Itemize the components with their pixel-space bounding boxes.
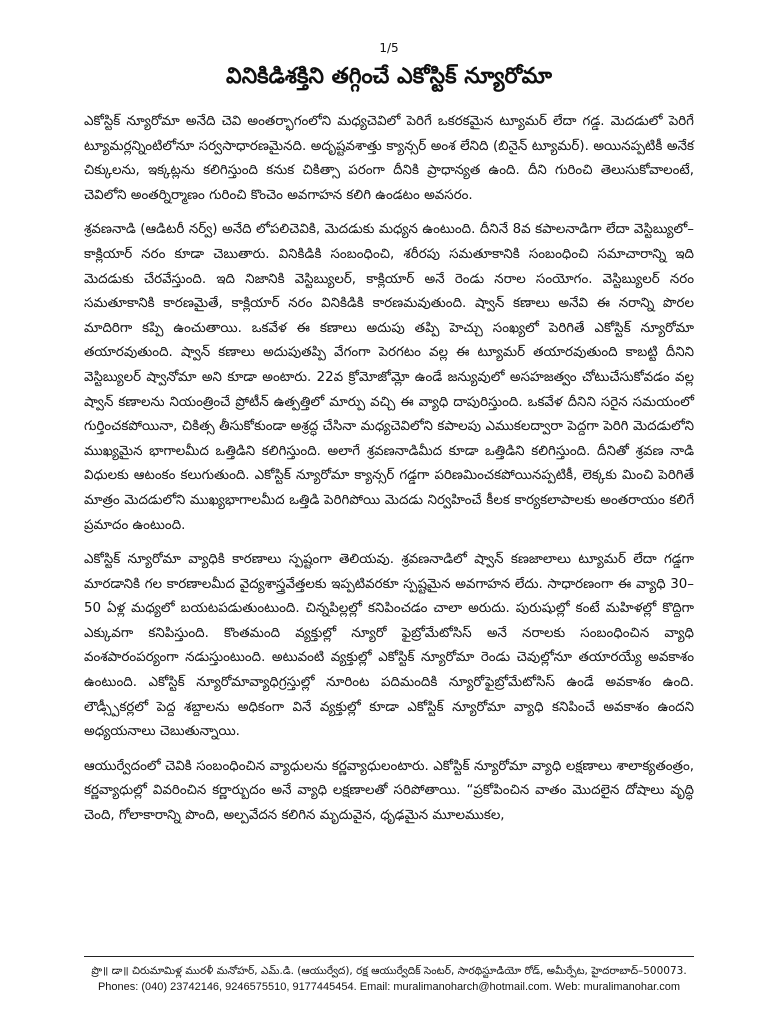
article-title: వినికిడిశక్తిని తగ్గించే ఎకోస్టిక్ న్యూరోమా	[226, 64, 552, 89]
paragraph-anatomy: శ్రవణనాడి (ఆడిటరీ నర్వ్) అనేది లోపలిచెవికి, మెదడుకు మధ్యన ఉంటుంది. దీనినే 8వ కపాలనాడిగా లేదా వెస్టిబ్యులో–కాక్లియార్ నరం కూడా చెబుతారు. వినికిడికి సంబంధించి, శరీరపు సమతూకానికి సంబంధించి సమాచారాన్ని ఇది మెదడుకు చేరవేస్తుంది. ఇది నిజానికి వెస్టిబ్యులర్, కాక్లియార్ అనే రెండు నరాల సంయోగం. వెస్టిబ్యులర్ నరం సమతూకానికి కారణమైతే, కాక్లియార్ నరం వినికిడికి కారణమవుతుంది. ష్వాన్ కణాలు అనేవి ఈ నరాన్ని పొరల మాదిరిగా కప్పి ఉంచుతాయి. ఒకవేళ ఈ కణాలు అదుపు తప్పి హెచ్చు సంఖ్యలో పెరిగితే ఎకోస్టిక్ న్యూరోమా తయారవుతుంది. ష్వాన్ కణాలు అదుపుతప్పి వేగంగా పెరగటం వల్ల ఈ ట్యూమర్ తయారవుతుంది కాబట్టి దీనిని వెస్టిబ్యులర్ ష్వానోమా అని కూడా అంటారు. 22వ క్రోమోజోమ్లో ఉండే జన్యువులో అసహజత్వం చోటుచేసుకోవడం వల్ల ష్వాన్ కణాలను నియంత్రించే ప్రోటీన్ ఉత్పత్తిలో మార్పు వచ్చి ఈ వ్యాధి దాపురిస్తుంది. ఒకవేళ దీనిని సరైన సమయంలో గుర్తించకపోయినా, చికిత్స తీసుకోకుండా అశ్రద్ధ చేసినా మధ్యచెవిలోని కపాలపు ఎముకలద్వారా పెద్దగా పెరిగి మెదడులోని ముఖ్యమైన భాగాలమీద ఒత్తిడిని కలిగిస్తుంది. అలాగే శ్రవణనాడిమీద కూడా ఒత్తిడిని కలిగిస్తుంది. దీనితో శ్రవణ నాడి విధులకు ఆటంకం కలుగుతుంది. ఎకోస్టిక్ న్యూరోమా క్యాన్సర్ గడ్డగా పరిణమించకపోయినప్పటికీ, లెక్కకు మించి పెరిగితే మాత్రం మెదడులోని ముఖ్యభాగాలమీద ఒత్తిడి పెరిగిపోయి మెదడు నిర్వహించే కీలక కార్యకలాపాలకు అంతరాయం కలిగే ప్రమాదం ఉంటుంది.	[84, 222, 694, 533]
page-number: 1/5	[379, 41, 399, 55]
paragraph-intro: ఎకోస్టిక్ న్యూరోమా అనేది చెవి అంతర్భాగంలోని మధ్యచెవిలో పెరిగే ఒకరకమైన ట్యూమర్ లేదా గడ్డ. మెదడులో పెరిగే ట్యూమర్లన్నింటిలోనూ సర్వసాధారణమైనది. అదృష్టవశాత్తు క్యాన్సర్ అంశ లేనిది (బినైన్ ట్యూమర్). అయినప్పటికీ అనేక చిక్కులను, ఇక్కట్లను కలిగిస్తుంది కనుక చికిత్సా పరంగా దీనికి ప్రాధాన్యత ఉంది. దీని గురించి తెలుసుకోవాలంటే, చెవిలోని అంతర్నిర్మాణం గురించి కొంచెం అవగాహన కలిగి ఉండటం అవసరం.	[84, 114, 694, 203]
contact-info: Phones: (040) 23742146, 9246575510, 9177445454. Email: muralimanoharch@hotmail.com. Web: muralimanohar.com	[97, 981, 681, 993]
document-page	[84, 40, 694, 839]
author-credit: ప్రొ॥ డా॥ చిరుమామిళ్ల మురళీ మనోహర్, ఎమ్.డి. (ఆయుర్వేద), రక్ష ఆయుర్వేదిక్ సెంటర్, సారథిస్టూడియో రోడ్, అమీర్పేట, హైదరాబాద్–500073.	[91, 965, 687, 977]
paragraph-ayurveda: ఆయుర్వేదంలో చెవికి సంబంధించిన వ్యాధులను కర్ణవ్యాధులంటారు. ఎకోస్టిక్ న్యూరోమా వ్యాధి లక్షణాలు శాలాక్యతంత్రం, కర్ణవ్యాధుల్లో వివరించిన కర్ణార్బుదం అనే వ్యాధి లక్షణాలతో సరిపోతాయి. “ప్రకోపించిన వాతం మొదలైన దోషాలు వృద్ధి చెంది, గోలాకారాన్ని పొంది, అల్పవేదన కలిగిన మృదువైన, ధృఢమైన మూలముకల,	[84, 758, 694, 824]
paragraph-causes: ఎకోస్టిక్ న్యూరోమా వ్యాధికి కారణాలు స్పష్టంగా తెలియవు. శ్రవణనాడిలో ష్వాన్ కణజాలాలు ట్యూమర్ లేదా గడ్డగా మారడానికి గల కారణాలమీద వైద్యశాస్త్రవేత్తలకు ఇప్పటివరకూ స్పష్టమైన అవగాహన లేదు. సాధారణంగా ఈ వ్యాధి 30–50 ఏళ్ల మధ్యలో బయటపడుతుంటుంది. చిన్నపిల్లల్లో కనిపించడం చాలా అరుదు. పురుషుల్లో కంటే మహిళల్లో కొద్దిగా ఎక్కువగా కనిపిస్తుంది. కొంతమంది వ్యక్తుల్లో న్యూరో ఫైబ్రోమేటోసిస్ అనే నరాలకు సంబంధించిన వ్యాధి వంశపారంపర్యంగా నడుస్తుంటుంది. అటువంటి వ్యక్తుల్లో ఎకోస్టిక్ న్యూరోమా రెండు చెవుల్లోనూ తయారయ్యే అవకాశం ఉంటుంది. ఎకోస్టిక్ న్యూరోమావ్యాధిగ్రస్తుల్లో నూరింట పదిమందికి న్యూరోఫైబ్రోమేటోసిస్ ఉండే అవకాశం ఉంది. లౌడ్స్పీకర్లలో పెద్ద శబ్దాలను అధికంగా వినే వ్యక్తుల్లో కూడా ఎకోస్టిక్ న్యూరోమా వ్యాధి కనిపించే అవకాశం ఉందని అధ్యయనాలు చెబుతున్నాయి.	[84, 552, 694, 740]
page-footer	[84, 956, 694, 995]
